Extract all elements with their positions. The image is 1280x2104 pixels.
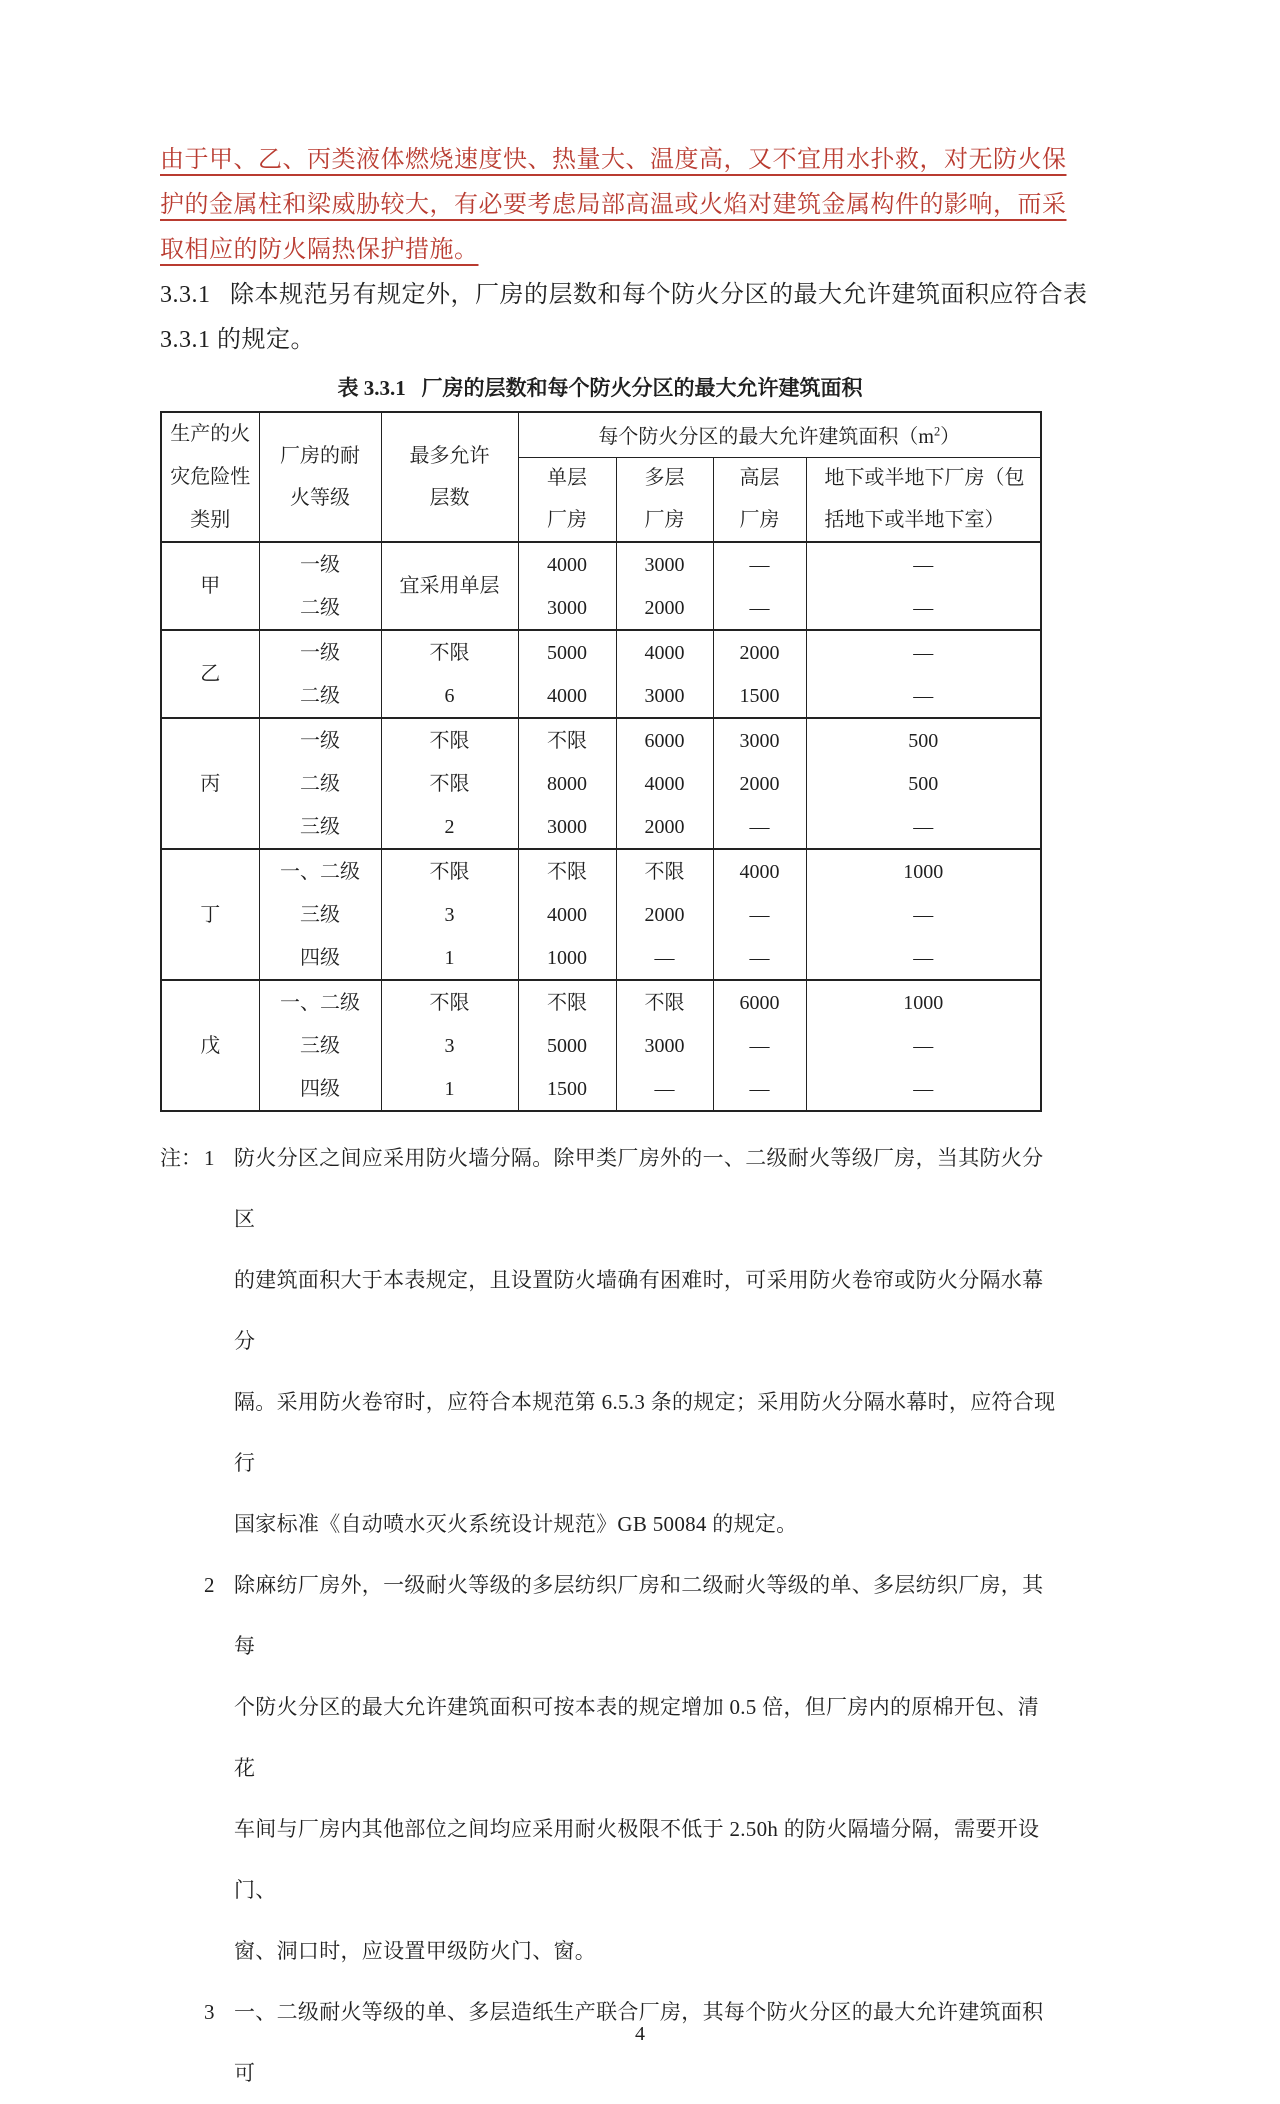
- cell-value: 4000: [547, 553, 587, 576]
- cell-stack: [162, 631, 259, 717]
- revision-highlight-paragraph: [160, 138, 1132, 273]
- cell-stack: [807, 543, 1041, 629]
- cell-value: 1000: [547, 946, 587, 969]
- cell-value: 丁: [200, 903, 221, 926]
- cell-value: 不限: [429, 729, 470, 752]
- cell-value: 二级: [300, 684, 340, 707]
- cell-value: 1: [444, 1077, 455, 1100]
- cell-value: —: [913, 596, 934, 619]
- header-stack: [617, 458, 713, 541]
- header-area-group: [518, 412, 1041, 457]
- cell-value: —: [749, 596, 770, 619]
- cell-value: 500: [908, 772, 939, 795]
- cell-single-storey: [518, 630, 616, 718]
- header-stack: [260, 413, 381, 541]
- cell-stack: [519, 850, 616, 979]
- cell-stack: [162, 850, 259, 979]
- cell-multi-storey: [616, 980, 713, 1111]
- cell-value: —: [913, 815, 934, 838]
- cell-single-storey: [518, 718, 616, 849]
- cell-value: 1000: [903, 860, 944, 883]
- cell-value: 3: [444, 1034, 455, 1057]
- cell-value: 1500: [547, 1077, 587, 1100]
- cell-stack: [260, 631, 381, 717]
- cell-category: [161, 630, 259, 718]
- cell-value: 3000: [547, 596, 587, 619]
- cell-value: 三级: [300, 815, 340, 838]
- clause-text-line: 3.3.1 除本规范另有规定外，厂房的层数和每个防火分区的最大允许建筑面积应符合表: [160, 282, 1088, 308]
- cell-max-floors: [381, 718, 518, 849]
- cell-stack: [617, 631, 713, 717]
- header-area-group-text: 每个防火分区的最大允许建筑面积（m: [598, 426, 934, 449]
- header-line: 多层: [644, 467, 685, 490]
- cell-stack: [807, 719, 1041, 848]
- cell-single-storey: [518, 542, 616, 630]
- cell-value: —: [913, 903, 934, 926]
- header-category: [161, 412, 259, 542]
- cell-value: 四级: [300, 946, 340, 969]
- header-stack: [807, 458, 1041, 541]
- cell-value: 4000: [644, 641, 685, 664]
- header-line: 地下或半地下厂房（包: [824, 467, 1025, 490]
- cell-value: 1: [444, 946, 455, 969]
- cell-stack: [260, 543, 381, 629]
- cell-value: 2000: [739, 772, 780, 795]
- header-max-floors: [381, 412, 518, 542]
- header-stack: [519, 458, 616, 541]
- cell-value: 四级: [300, 1077, 340, 1100]
- cell-multi-storey: [616, 849, 713, 980]
- header-stack: [714, 458, 806, 541]
- cell-value: 4000: [547, 684, 587, 707]
- cell-multi-storey: [616, 630, 713, 718]
- header-area-group-suffix: ）: [940, 426, 961, 449]
- cell-value: 戊: [200, 1034, 221, 1057]
- header-line: 厂房的耐: [280, 445, 360, 467]
- cell-stack: [162, 981, 259, 1110]
- header-line: 层数: [429, 487, 470, 509]
- cell-value: 8000: [547, 772, 587, 795]
- cell-value: 1500: [739, 684, 780, 707]
- header-line: 生产的火: [170, 423, 251, 446]
- cell-stack: [714, 543, 806, 629]
- cell-value: 一、二级: [280, 991, 360, 1014]
- red-text-line: 由于甲、乙、丙类液体燃烧速度快、热量大、温度高，又不宜用水扑救，对无防火保: [160, 147, 1067, 173]
- cell-max-floors: [381, 980, 518, 1111]
- red-text-line: 护的金属柱和梁威胁较大，有必要考虑局部高温或火焰对建筑金属构件的影响，而采: [160, 192, 1067, 218]
- cell-single-storey: [518, 849, 616, 980]
- cell-value: 乙: [200, 663, 221, 685]
- cell-value: 不限: [547, 729, 587, 752]
- cell-value: 一级: [300, 641, 340, 664]
- cell-category: [161, 849, 259, 980]
- header-line: 最多允许: [409, 445, 490, 467]
- table-row: [161, 849, 1041, 980]
- note-line: 个防火分区的最大允许建筑面积可按本表的规定增加 0.5 倍，但厂房内的原棉开包、清花: [234, 1695, 1040, 1780]
- header-fire-resistance: [259, 412, 381, 542]
- header-line: 类别: [190, 508, 231, 531]
- cell-stack: [714, 631, 806, 717]
- cell-value: 不限: [429, 991, 470, 1014]
- table-body: [161, 542, 1041, 1111]
- cell-fire-grades: [259, 542, 381, 630]
- header-line: 厂房: [644, 509, 685, 532]
- note-item-1: [160, 1128, 1058, 1555]
- cell-stack: [807, 981, 1041, 1110]
- note-number: 1: [204, 1146, 215, 1170]
- cell-value: —: [749, 946, 770, 969]
- table-row: [161, 630, 1041, 718]
- cell-value: 一级: [300, 553, 340, 576]
- table-header: [161, 412, 1041, 542]
- cell-stack: [519, 719, 616, 848]
- cell-value: 一级: [300, 729, 340, 752]
- cell-high-rise: [713, 849, 806, 980]
- cell-stack: [617, 719, 713, 848]
- cell-underground: [806, 849, 1041, 980]
- header-line: 单层: [547, 467, 587, 490]
- cell-value: 2000: [644, 903, 685, 926]
- note-number: 3: [204, 2000, 215, 2024]
- notes-label: 注：: [160, 1146, 202, 1170]
- cell-stack: [807, 631, 1041, 717]
- cell-value: 不限: [644, 860, 685, 883]
- cell-value: 不限: [644, 991, 685, 1014]
- cell-value: —: [654, 1077, 675, 1100]
- note-item-2: [160, 1555, 1058, 1982]
- cell-value: 三级: [300, 903, 340, 926]
- header-line: 括地下或半地下室）: [824, 509, 1005, 532]
- cell-value: —: [913, 641, 934, 664]
- cell-max-floors: [381, 542, 518, 630]
- cell-stack: [162, 543, 259, 629]
- cell-value: 不限: [547, 991, 587, 1014]
- cell-value: —: [749, 815, 770, 838]
- cell-value: 2: [444, 815, 455, 838]
- cell-value: —: [913, 1077, 934, 1100]
- cell-value: 丙: [200, 772, 221, 795]
- header-underground: [806, 457, 1041, 542]
- cell-value: 2000: [644, 596, 685, 619]
- cell-stack: [714, 719, 806, 848]
- cell-value: 二级: [300, 596, 340, 619]
- red-text-line: 取相应的防火隔热保护措施。: [160, 237, 479, 263]
- cell-max-floors: [381, 849, 518, 980]
- header-line: 厂房: [739, 509, 780, 532]
- header-multi-storey: [616, 457, 713, 542]
- cell-stack: [617, 850, 713, 979]
- cell-fire-grades: [259, 849, 381, 980]
- cell-value: 3000: [644, 553, 685, 576]
- cell-value: 5000: [547, 641, 587, 664]
- cell-multi-storey: [616, 718, 713, 849]
- cell-stack: [617, 981, 713, 1110]
- note-text: [234, 1128, 1058, 1555]
- cell-value: 6: [444, 684, 455, 707]
- page-number: 4: [635, 2023, 645, 2045]
- cell-value: —: [913, 553, 934, 576]
- cell-stack: [519, 631, 616, 717]
- cell-stack: [260, 981, 381, 1110]
- cell-stack: [807, 850, 1041, 979]
- cell-value: 5000: [547, 1034, 587, 1057]
- note-line: 一、二级耐火等级的单、多层造纸生产联合厂房，其每个防火分区的最大允许建筑面积可: [234, 2000, 1044, 2085]
- cell-value: —: [913, 1034, 934, 1057]
- note-text: [234, 1555, 1058, 1982]
- cell-value: 2000: [644, 815, 685, 838]
- cell-value: 不限: [547, 860, 587, 883]
- cell-value: —: [913, 946, 934, 969]
- table-row: [161, 980, 1041, 1111]
- cell-fire-grades: [259, 980, 381, 1111]
- cell-value: 宜采用单层: [399, 575, 500, 597]
- cell-stack: [519, 981, 616, 1110]
- note-line: 防火分区之间应采用防火墙分隔。除甲类厂房外的一、二级耐火等级厂房，当其防火分区: [234, 1146, 1044, 1231]
- header-line: 灾危险性: [170, 465, 251, 488]
- note-line: 隔。采用防火卷帘时，应符合本规范第 6.5.3 条的规定；采用防火分隔水幕时，应符合现行: [234, 1390, 1056, 1475]
- header-line: 高层: [739, 467, 780, 490]
- cell-value: 4000: [547, 903, 587, 926]
- cell-stack: [382, 719, 518, 848]
- cell-underground: [806, 718, 1041, 849]
- cell-stack: [382, 631, 518, 717]
- cell-value: 6000: [644, 729, 685, 752]
- clause-3-3-1: [160, 273, 1132, 363]
- cell-value: 不限: [429, 860, 470, 883]
- table-title: 表 3.3.1 厂房的层数和每个防火分区的最大允许建筑面积: [337, 376, 863, 400]
- header-area-superscript: 2: [933, 424, 941, 439]
- cell-high-rise: [713, 718, 806, 849]
- cell-value: 1000: [903, 991, 944, 1014]
- cell-category: [161, 718, 259, 849]
- header-stack: [162, 413, 259, 541]
- header-single-storey: [518, 457, 616, 542]
- cell-high-rise: [713, 542, 806, 630]
- clause-text-line: 3.3.1 的规定。: [160, 327, 315, 353]
- header-high-rise: [713, 457, 806, 542]
- cell-stack: [162, 719, 259, 848]
- note-line: 除麻纺厂房外，一级耐火等级的多层纺织厂房和二级耐火等级的单、多层纺织厂房，其每: [234, 1573, 1044, 1658]
- cell-value: 3000: [644, 1034, 685, 1057]
- cell-value: 一、二级: [280, 860, 360, 883]
- cell-stack: [382, 543, 518, 629]
- cell-category: [161, 980, 259, 1111]
- cell-max-floors: [381, 630, 518, 718]
- cell-category: [161, 542, 259, 630]
- table-header-row-1: [161, 412, 1041, 457]
- cell-value: 4000: [739, 860, 780, 883]
- cell-value: 3000: [739, 729, 780, 752]
- spec-table-3-3-1: [160, 411, 1042, 1112]
- cell-value: —: [913, 684, 934, 707]
- header-line: 厂房: [547, 509, 587, 532]
- note-line: 窗、洞口时，应设置甲级防火门、窗。: [234, 1939, 597, 1963]
- cell-high-rise: [713, 980, 806, 1111]
- cell-stack: [714, 981, 806, 1110]
- cell-value: 2000: [739, 641, 780, 664]
- cell-value: 3000: [644, 684, 685, 707]
- cell-value: —: [749, 903, 770, 926]
- cell-stack: [519, 543, 616, 629]
- cell-stack: [260, 850, 381, 979]
- cell-value: 500: [908, 729, 939, 752]
- cell-fire-grades: [259, 718, 381, 849]
- cell-fire-grades: [259, 630, 381, 718]
- cell-value: —: [654, 946, 675, 969]
- cell-value: 三级: [300, 1034, 340, 1057]
- cell-single-storey: [518, 980, 616, 1111]
- cell-value: 4000: [644, 772, 685, 795]
- note-line: 的建筑面积大于本表规定，且设置防火墙确有困难时，可采用防火卷帘或防火分隔水幕分: [234, 1268, 1044, 1353]
- note-number: 2: [204, 1573, 215, 1597]
- cell-value: 3000: [547, 815, 587, 838]
- cell-value: 6000: [739, 991, 780, 1014]
- header-stack: [382, 413, 518, 541]
- cell-stack: [617, 543, 713, 629]
- cell-underground: [806, 980, 1041, 1111]
- cell-underground: [806, 542, 1041, 630]
- table-row: [161, 718, 1041, 849]
- cell-stack: [382, 850, 518, 979]
- cell-value: 二级: [300, 772, 340, 795]
- cell-value: —: [749, 1077, 770, 1100]
- cell-stack: [714, 850, 806, 979]
- notes-section: [160, 1128, 1058, 2104]
- cell-multi-storey: [616, 542, 713, 630]
- table-row: [161, 542, 1041, 630]
- cell-stack: [382, 981, 518, 1110]
- cell-value: —: [749, 1034, 770, 1057]
- cell-value: 甲: [200, 575, 221, 597]
- cell-high-rise: [713, 630, 806, 718]
- header-line: 火等级: [290, 487, 350, 509]
- cell-value: —: [749, 553, 770, 576]
- note-line: 国家标准《自动喷水灭火系统设计规范》GB 50084 的规定。: [234, 1512, 798, 1536]
- cell-value: 不限: [429, 772, 470, 795]
- cell-value: 不限: [429, 641, 470, 664]
- cell-value: 3: [444, 903, 455, 926]
- cell-underground: [806, 630, 1041, 718]
- note-line: 车间与厂房内其他部位之间均应采用耐火极限不低于 2.50h 的防火隔墙分隔，需要开设门、: [234, 1817, 1040, 1902]
- cell-stack: [260, 719, 381, 848]
- notes-label-spacer: [160, 1555, 204, 1982]
